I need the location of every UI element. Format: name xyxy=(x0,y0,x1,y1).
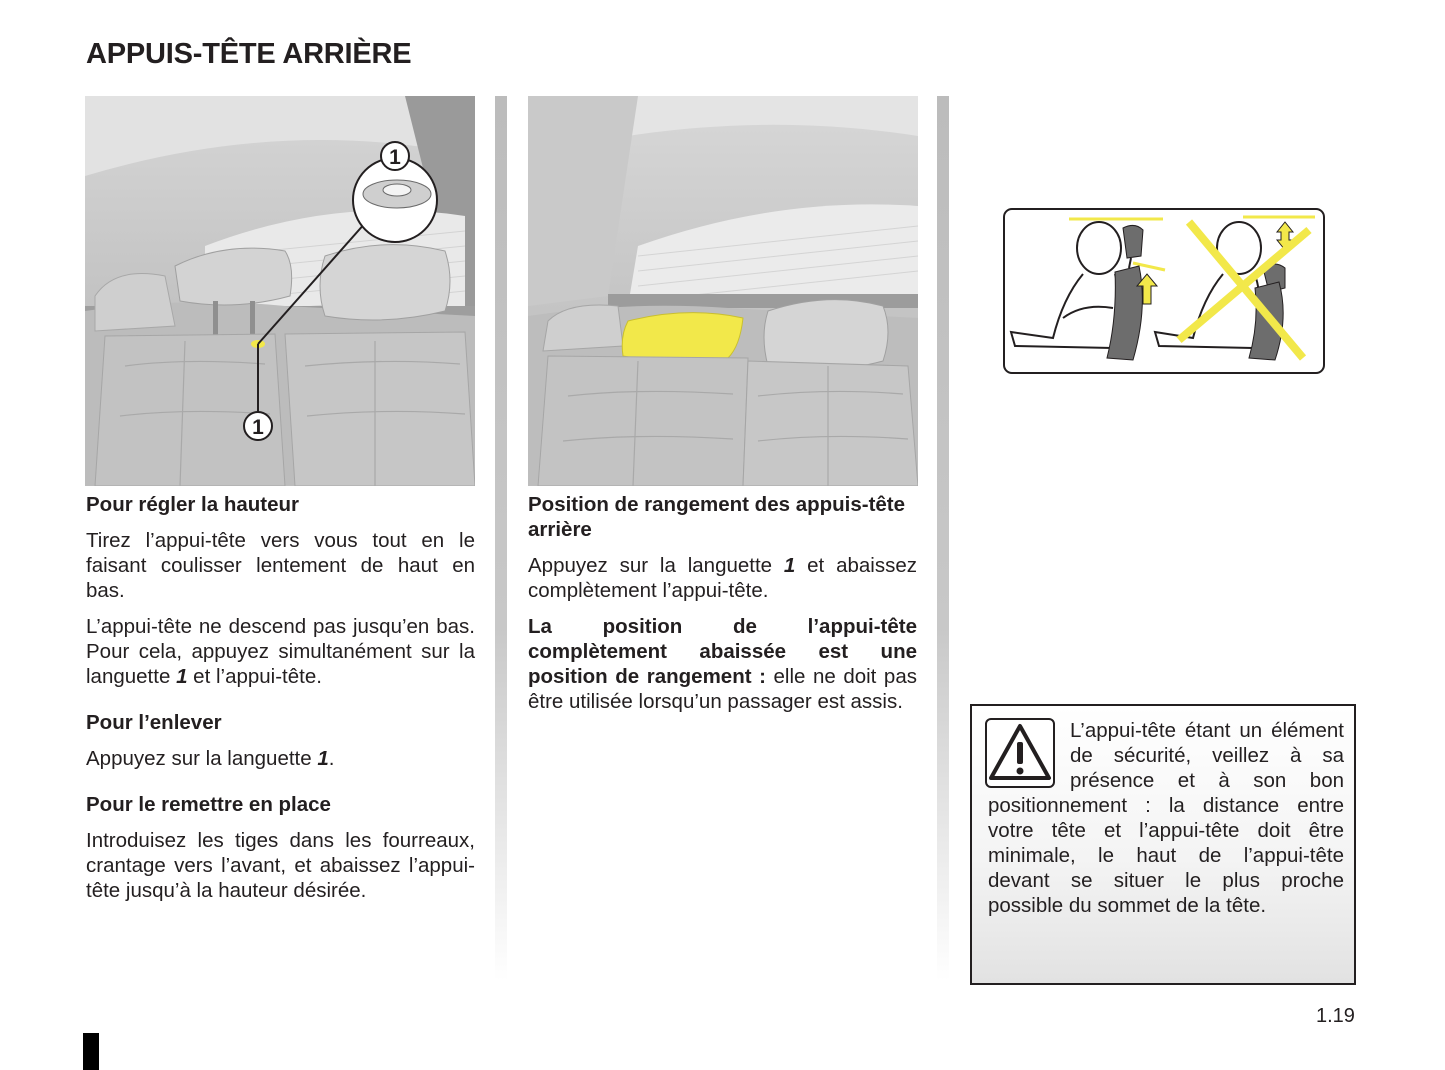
column-1-text xyxy=(86,492,475,903)
page-edge-marker xyxy=(83,1033,99,1070)
tab-number: 1 xyxy=(317,747,329,770)
paragraph-storage-warning: La position de l’appui-tête complètement abaissée est une position de rangement : elle ne doit pas être utilisée lorsqu’un passager est assis. xyxy=(528,615,917,713)
warning-text: L’appui-tête étant un élément de sécurité, veillez à sa présence et à son bon positionnement : la distance entre votre tête et l’appui-tête doit être minimale, le haut de l’appui-tête devant se situer le plus proche possible du sommet de la tête. xyxy=(988,719,1344,917)
page-title: APPUIS-TÊTE ARRIÈRE xyxy=(86,38,412,70)
heading-remove: Pour l’enlever xyxy=(86,711,222,734)
heading-replace: Pour le remettre en place xyxy=(86,793,331,816)
headrest-position-diagram xyxy=(1003,208,1325,374)
column-2-text xyxy=(528,492,917,714)
tab-number: 1 xyxy=(176,665,188,688)
page-number: 1.19 xyxy=(1316,1005,1355,1027)
paragraph-remove: Appuyez sur la languette 1. xyxy=(86,747,335,770)
column-separator-1 xyxy=(495,96,507,981)
paragraph-lower-limit: L’appui-tête ne descend pas jusqu’en bas. Pour cela, appuyez simultanément sur la languette 1 et l’appui-tête. xyxy=(86,615,475,688)
tab-number: 1 xyxy=(783,554,796,577)
paragraph-replace: Introduisez les tiges dans les fourreaux, crantage vers l’avant, et abaissez l’appui-tête jusqu’à la hauteur désirée. xyxy=(86,829,475,902)
callout-number-bottom: 1 xyxy=(252,416,264,439)
rear-seat-photo-adjust xyxy=(85,96,475,486)
paragraph-press-tab: Appuyez sur la languette 1 et abaissez complètement l’appui-tête. xyxy=(528,554,917,602)
rear-seat-photo-storage xyxy=(528,96,918,486)
callout-number-top: 1 xyxy=(389,146,401,169)
heading-adjust-height: Pour régler la hauteur xyxy=(86,493,300,516)
heading-storage-position: Position de rangement des appuis-tête arrière xyxy=(528,493,906,541)
paragraph-adjust-height: Tirez l’appui-tête vers vous tout en le faisant coulisser lentement de haut en bas. xyxy=(86,529,475,602)
column-separator-2 xyxy=(937,96,949,981)
safety-warning-box xyxy=(970,704,1356,985)
